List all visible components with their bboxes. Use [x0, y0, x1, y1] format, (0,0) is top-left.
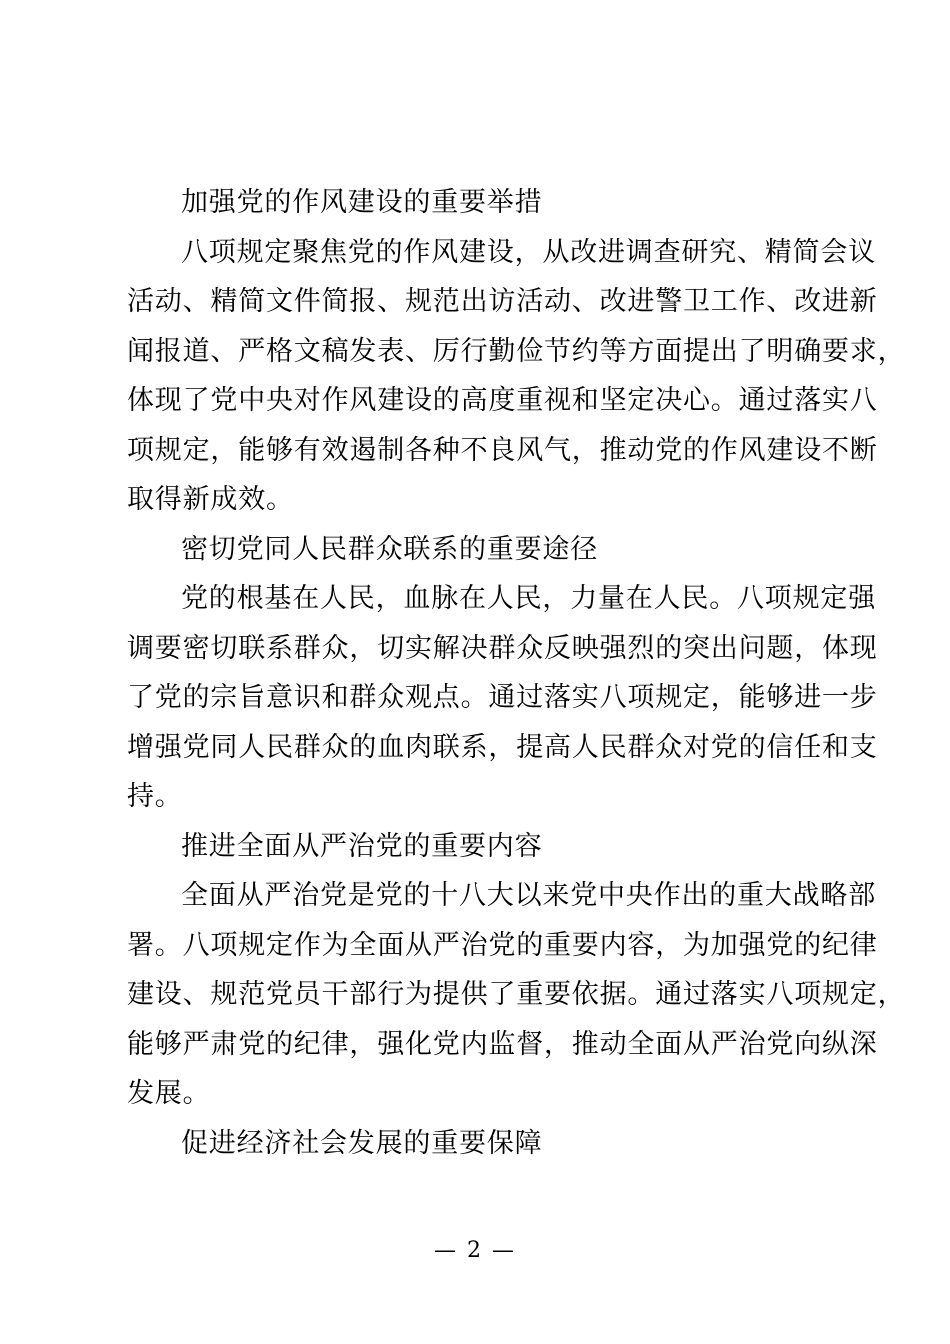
section-paragraph	[127, 228, 906, 525]
document-body	[127, 178, 906, 1168]
paragraph-line: 活动、精简文件简报、规范出访活动、改进警卫工作、改进新	[127, 286, 878, 317]
paragraph-line: 全面从严治党是党的十八大以来党中央作出的重大战略部	[181, 880, 876, 911]
paragraph-line: 建设、规范党员干部行为提供了重要依据。通过落实八项规定，	[127, 979, 906, 1010]
section-heading: 推进全面从严治党的重要内容	[181, 830, 543, 862]
paragraph-line: 能够严肃党的纪律，强化党内监督，推动全面从严治党向纵深	[127, 1028, 878, 1060]
paragraph-line: 增强党同人民群众的血肉联系，提高人民群众对党的信任和支	[127, 731, 878, 763]
paragraph-line: 党的根基在人民，血脉在人民，力量在人民。八项规定强	[181, 583, 876, 614]
page-number: — 2 —	[434, 1238, 516, 1263]
paragraph-line: 持。	[127, 781, 183, 812]
section-heading: 密切党同人民群众联系的重要途径	[181, 533, 598, 565]
paragraph-line: 体现了党中央对作风建设的高度重视和坚定决心。通过落实八	[127, 385, 878, 416]
paragraph-line: 发展。	[127, 1078, 211, 1109]
section-heading: 加强党的作风建设的重要举措	[181, 187, 543, 218]
paragraph-line: 项规定，能够有效遏制各种不良风气，推动党的作风建设不断	[127, 434, 878, 466]
paragraph-line: 了党的宗旨意识和群众观点。通过落实八项规定，能够进一步	[127, 682, 878, 713]
paragraph-line: 八项规定聚焦党的作风建设，从改进调查研究、精简会议	[181, 236, 876, 268]
section-heading: 促进经济社会发展的重要保障	[181, 1127, 543, 1159]
paragraph-line: 取得新成效。	[127, 484, 294, 515]
paragraph-line: 署。八项规定作为全面从严治党的重要内容，为加强党的纪律	[127, 929, 878, 961]
section-paragraph	[127, 871, 906, 1119]
section-paragraph	[127, 574, 878, 822]
paragraph-line: 闻报道、严格文稿发表、厉行勤俭节约等方面提出了明确要求，	[127, 335, 906, 367]
paragraph-line: 调要密切联系群众，切实解决群众反映强烈的突出问题，体现	[127, 632, 878, 664]
